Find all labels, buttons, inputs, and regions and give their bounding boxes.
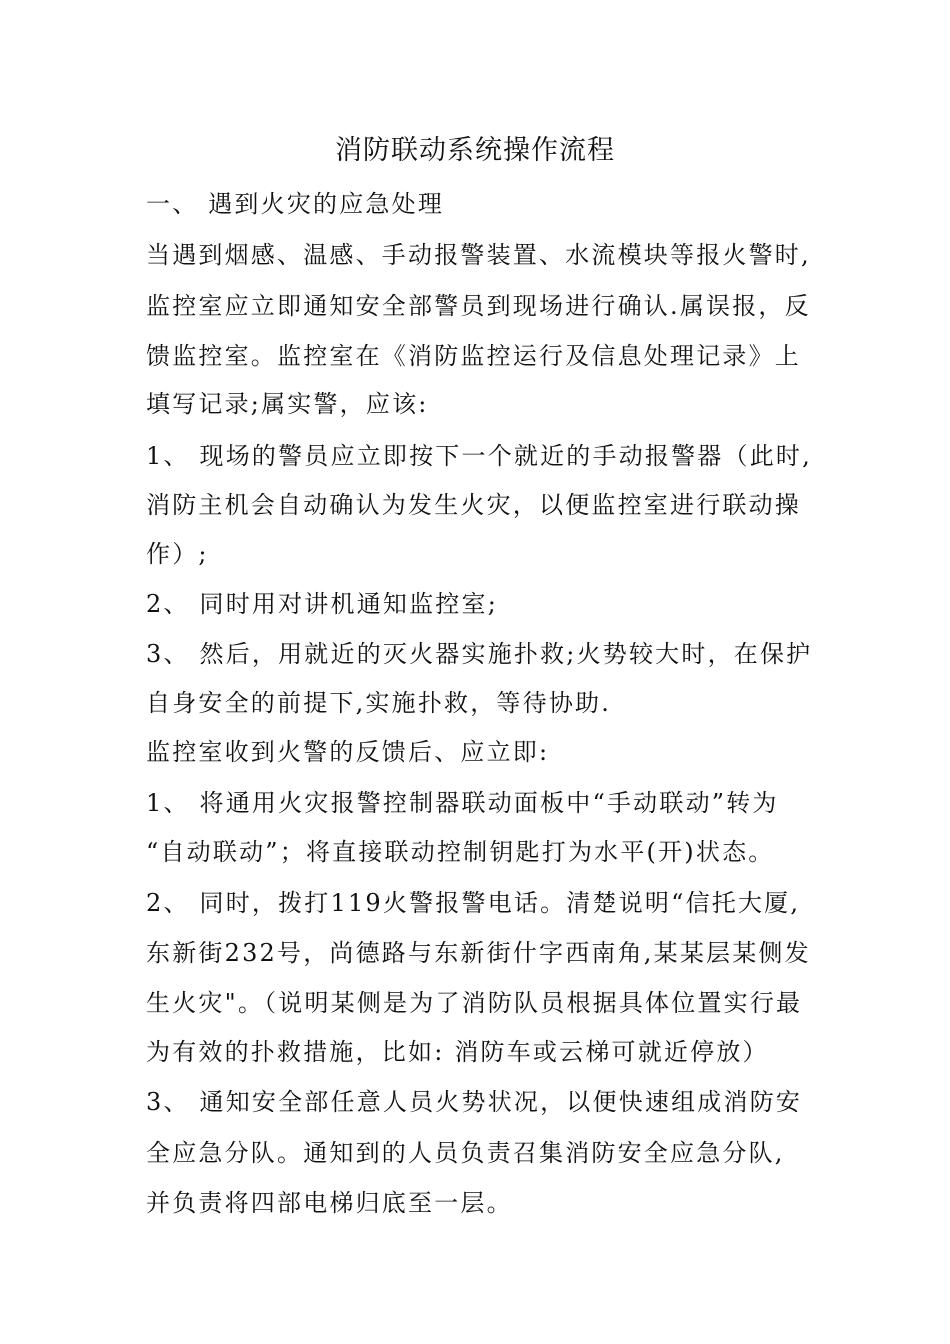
list-item: 1、 将通用火灾报警控制器联动面板中“手动联动”转为	[146, 789, 779, 817]
list-item: 2、 同时，拨打119火警报警电话。清楚说明“信托大厦,	[146, 889, 801, 917]
paragraph-line: 为有效的扑救措施，比如: 消防车或云梯可就近停放）	[146, 1038, 769, 1066]
paragraph-line: “自动联动”；将直接联动控制钥匙打为水平(开)状态。	[146, 838, 775, 866]
paragraph-line: 消防主机会自动确认为发生火灾，以便监控室进行联动操	[146, 491, 801, 519]
paragraph-line: 全应急分队。通知到的人员负责召集消防安全应急分队,	[146, 1139, 785, 1167]
document-title: 消防联动系统操作流程	[335, 135, 615, 166]
paragraph-line: 东新街232号，尚德路与东新街什字西南角,某某层某侧发	[146, 939, 811, 967]
paragraph-line: 当遇到烟感、温感、手动报警装置、水流模块等报火警时,	[146, 241, 811, 269]
paragraph-line: 馈监控室。监控室在《消防监控运行及信息处理记录》上	[146, 342, 801, 370]
list-item: 3、 然后，用就近的灭火器实施扑救;火势较大时，在保护	[146, 640, 813, 668]
section-heading: 一、 遇到火灾的应急处理	[146, 190, 445, 218]
paragraph-line: 作）;	[146, 540, 209, 568]
paragraph-line: 监控室应立即通知安全部警员到现场进行确认.属误报，反	[146, 292, 811, 320]
paragraph-line: 生火灾"。（说明某侧是为了消防队员根据具体位置实行最	[146, 989, 803, 1017]
paragraph-line: 自身安全的前提下,实施扑救，等待协助.	[146, 689, 612, 717]
paragraph-line: 填写记录;属实警，应该:	[146, 390, 429, 418]
paragraph-line: 并负责将四部电梯归底至一层。	[146, 1189, 513, 1217]
list-item: 1、 现场的警员应立即按下一个就近的手动报警器（此时,	[146, 442, 812, 470]
list-item: 3、 通知安全部任意人员火势状况，以便快速组成消防安	[146, 1088, 803, 1116]
list-item: 2、 同时用对讲机通知监控室;	[146, 590, 498, 618]
paragraph-line: 监控室收到火警的反馈后、应立即:	[146, 738, 550, 766]
